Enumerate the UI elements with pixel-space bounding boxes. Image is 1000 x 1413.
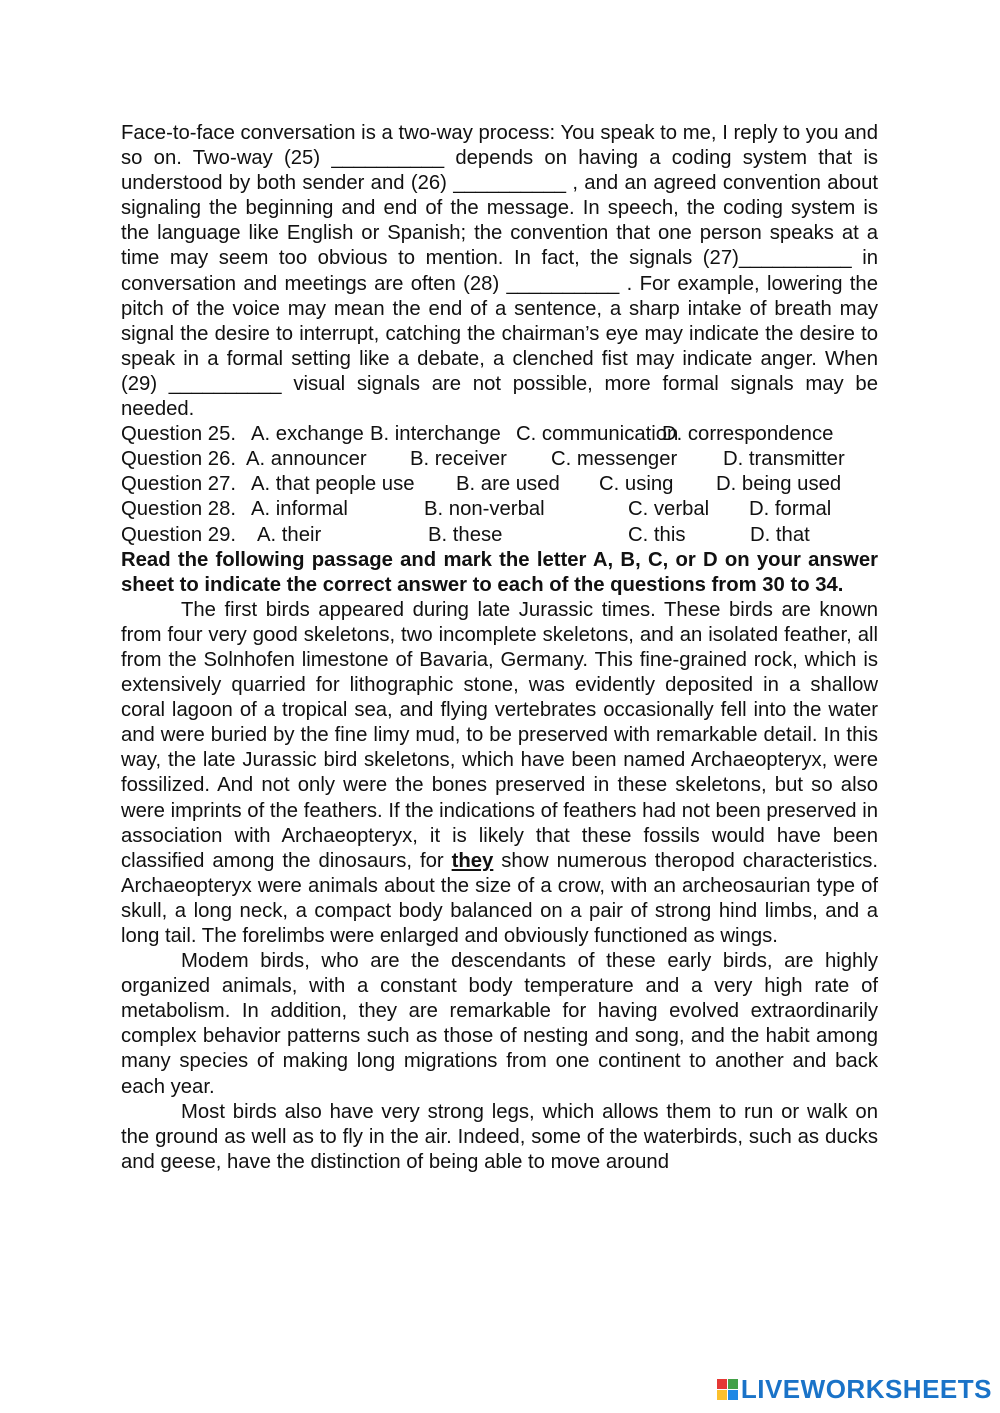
passage-paragraph-3: Most birds also have very strong legs, which allows them to run or walk on the ground as well as to fly in the air. Indeed, some of the waterbirds, such as ducks and geese, have the distinction of being able to move around bbox=[121, 1100, 878, 1173]
option-d: D. transmitter bbox=[723, 448, 845, 471]
worksheet-page bbox=[121, 121, 878, 1175]
paragraph-text: The first birds appeared during late Jurassic times. These birds are known from four very good skeletons, two incomplete skeletons, and an isolated feather, all from the Solnhofen limestone of Bavaria, Germany. This fine-grained rock, which is extensively quarried for lithographic stone, was evidently deposited in a shallow coral lagoon of a tropical sea, and flying vertebrates occasionally fell into the water and were buried by the fine limy mud, to be preserved with remarkable detail. In this way, the late Jurassic bird skeletons, which have been named Archaeopteryx, were fossilized. And not only were the bones preserved in these skeletons, but so also were imprints of the feathers. If the indications of feathers had not been preserved in association with Archaeopteryx, it is likely that these fossils would have been classified among the dinosaurs, for bbox=[121, 598, 878, 872]
option-c: C. this bbox=[628, 523, 686, 546]
option-a: A. exchange bbox=[251, 423, 364, 446]
logo-square bbox=[717, 1379, 727, 1389]
option-b: B. non-verbal bbox=[424, 498, 545, 521]
passage-cloze-text: Face-to-face conversation is a two-way process: You speak to me, I reply to you and so on. Two-way (25) __________ depends on having a coding system that is understood by both sender and (26) __________ , and an agreed convention about signaling the beginning and end of the message. In speech, the coding system is the language like English or Spanish; the convention that one person speaks at a time may seem too obvious to mention. In fact, the signals (27)__________ in conversation and meetings are often (28) __________ . For example, lowering the pitch of the voice may mean the end of a sentence, a sharp intake of breath may signal the desire to interrupt, catching the chairman’s eye may indicate the desire to speak in a formal setting like a debate, a clenched fist may indicate anger. When (29) __________ visual signals are not possible, more formal signals may be needed. bbox=[121, 122, 878, 421]
option-d: D. formal bbox=[749, 498, 832, 521]
passage-paragraph-2: Modem birds, who are the descendants of these early birds, are highly organized animals, with a constant body temperature and a very high rate of metabolism. In addition, they are remarkable for having evolved extraordinarily complex behavior patterns such as those of nesting and song, and the habit among many species of making long migrations from one continent to another and back each year. bbox=[121, 950, 878, 1098]
paragraph-text: show numerous theropod characteristics. Archaeopteryx were animals about the size of a crow, with an archeosaurian type of skull, a long neck, a compact body balanced on a pair of strong hind limbs, and a long tail. The forelimbs were enlarged and obviously functioned as wings. bbox=[121, 849, 878, 947]
logo-square bbox=[728, 1390, 738, 1400]
logo-wordmark: LIVEWORKSHEETS bbox=[740, 1374, 992, 1404]
option-d: D. correspondence bbox=[662, 423, 834, 446]
question-label: Question 28. bbox=[121, 498, 237, 521]
option-c: C. verbal bbox=[628, 498, 710, 521]
option-d: D. that bbox=[750, 523, 810, 546]
highlighted-word: they bbox=[451, 849, 494, 872]
question-25 bbox=[121, 422, 878, 447]
option-a: A. informal bbox=[251, 498, 348, 521]
question-28 bbox=[121, 497, 878, 522]
reading-directions: Read the following passage and mark the letter A, B, C, or D on your answer sheet to indicate the correct answer to each of the questions from 30 to 34. bbox=[121, 548, 878, 596]
option-b: B. interchange bbox=[370, 423, 501, 446]
option-b: B. are used bbox=[456, 473, 560, 496]
option-a: A. that people use bbox=[251, 473, 415, 496]
option-b: B. these bbox=[428, 523, 503, 546]
option-c: C. messenger bbox=[551, 448, 678, 471]
logo-square bbox=[717, 1390, 727, 1400]
logo-mark-icon bbox=[717, 1379, 738, 1400]
passage-paragraph-1 bbox=[121, 598, 878, 949]
liveworksheets-logo bbox=[717, 1374, 992, 1405]
question-29 bbox=[121, 523, 878, 548]
option-c: C. using bbox=[599, 473, 674, 496]
option-c: C. communication bbox=[516, 423, 679, 446]
question-label: Question 29. bbox=[121, 523, 237, 546]
question-label: Question 27. bbox=[121, 473, 237, 496]
question-27 bbox=[121, 472, 878, 497]
question-26 bbox=[121, 447, 878, 472]
option-b: B. receiver bbox=[410, 448, 507, 471]
question-list bbox=[121, 422, 878, 547]
question-label: Question 26. bbox=[121, 448, 237, 471]
logo-square bbox=[728, 1379, 738, 1389]
option-a: A. announcer bbox=[246, 448, 367, 471]
option-a: A. their bbox=[257, 523, 322, 546]
question-label: Question 25. bbox=[121, 423, 237, 446]
option-d: D. being used bbox=[716, 473, 842, 496]
